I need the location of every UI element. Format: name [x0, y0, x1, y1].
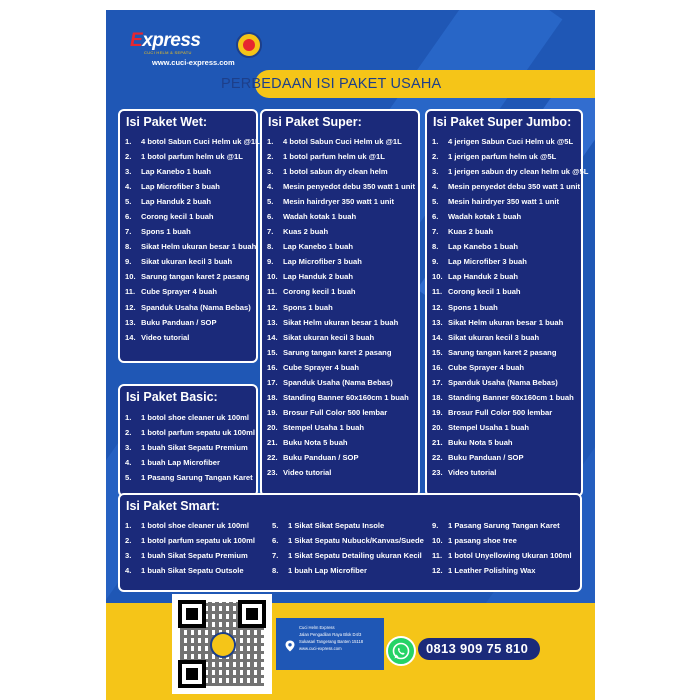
list-item-text: 1 Sikat Sikat Sepatu Insole	[288, 521, 385, 530]
package-super	[260, 109, 420, 497]
list-item-text: 4 jerigen Sabun Cuci Helm uk @5L	[448, 137, 574, 146]
list-item	[125, 149, 260, 164]
package-title: Isi Paket Smart:	[126, 499, 220, 513]
list-item-text: Lap Kanebo 1 buah	[283, 242, 354, 252]
list-item	[267, 375, 415, 390]
list-item-number: 9.	[432, 521, 439, 530]
list-item-text: 1 jerigen parfum helm uk @5L	[448, 152, 557, 162]
list-item-text: Buku Panduan / SOP	[448, 452, 524, 462]
list-item	[267, 465, 415, 480]
list-item-number: 5.	[267, 197, 274, 207]
list-item-text: 1 botol shoe cleaner uk 100ml	[141, 521, 250, 530]
list-item	[125, 179, 260, 194]
list-item-text: Sarung tangan karet 2 pasang	[283, 347, 392, 357]
list-item-number: 3.	[125, 443, 132, 453]
list-item-text: Kuas 2 buah	[283, 227, 329, 237]
list-item	[267, 300, 415, 315]
list-item-number: 4.	[125, 182, 132, 192]
list-item	[267, 284, 415, 299]
list-item-number: 1.	[432, 137, 439, 146]
list-item	[267, 164, 415, 179]
list-item-text: Sikat Helm ukuran besar 1 buah	[283, 317, 399, 327]
list-item-number: 14.	[432, 332, 443, 342]
list-item-number: 9.	[432, 257, 439, 267]
list-item-number: 4.	[432, 182, 439, 192]
list-item-number: 10.	[432, 536, 443, 546]
helmet-ball-icon	[236, 32, 262, 58]
list-item-number: 10.	[125, 272, 136, 282]
website-url: www.cuci-express.com	[152, 58, 235, 67]
list-item	[125, 134, 260, 149]
list-item-text: Mesin hairdryer 350 watt 1 unit	[283, 197, 394, 207]
list-item	[432, 134, 588, 149]
package-super-jumbo	[425, 109, 589, 497]
list-item-text: Lap Microfiber 3 buah	[448, 257, 527, 267]
list-item-number: 6.	[272, 536, 279, 546]
list-item-text: Brosur Full Color 500 lembar	[283, 407, 388, 417]
address-line: Cuci Helm Express	[299, 625, 335, 630]
list-item	[432, 330, 588, 345]
list-item-number: 12.	[267, 302, 278, 312]
list-item	[125, 470, 255, 485]
list-item	[432, 375, 588, 390]
package-item-list	[432, 518, 572, 578]
list-item-text: Standing Banner 60x160cm 1 buah	[448, 392, 574, 402]
list-item-text: Sarung tangan karet 2 pasang	[141, 272, 250, 282]
list-item-number: 11.	[125, 287, 136, 297]
list-item-text: Spons 1 buah	[141, 227, 191, 237]
address-block	[299, 624, 363, 652]
list-item	[432, 563, 572, 578]
list-item-number: 13.	[125, 317, 136, 327]
list-item	[267, 315, 415, 330]
list-item	[272, 548, 424, 563]
list-item-number: 23.	[432, 468, 443, 478]
list-item-text: Wadah kotak 1 buah	[283, 212, 357, 222]
list-item-text: Cube Sprayer 4 buah	[283, 362, 359, 372]
list-item-number: 17.	[267, 377, 278, 387]
list-item-number: 19.	[432, 407, 443, 417]
list-item-text: Spanduk Usaha (Nama Bebas)	[141, 302, 251, 312]
list-item-text: Lap Kanebo 1 buah	[141, 167, 212, 177]
phone-number[interactable]: 0813 909 75 810	[426, 641, 529, 656]
list-item-number: 11.	[267, 287, 278, 297]
package-title: Isi Paket Wet:	[126, 115, 208, 129]
list-item-text: Lap Microfiber 3 buah	[141, 182, 220, 192]
list-item-number: 16.	[267, 362, 278, 372]
list-item	[267, 239, 415, 254]
list-item-text: Corong kecil 1 buah	[448, 287, 521, 297]
list-item	[432, 465, 588, 480]
list-item-number: 12.	[432, 302, 443, 312]
package-item-list	[272, 518, 424, 578]
list-item	[432, 269, 588, 284]
list-item-number: 11.	[432, 287, 443, 297]
list-item-number: 19.	[267, 407, 278, 417]
list-item-number: 23.	[267, 468, 278, 478]
list-item	[267, 134, 415, 149]
list-item	[432, 450, 588, 465]
list-item-text: 1 buah Lap Microfiber	[288, 566, 367, 576]
list-item	[432, 194, 588, 209]
package-title: Isi Paket Super Jumbo:	[433, 115, 572, 129]
package-title: Isi Paket Super:	[268, 115, 362, 129]
list-item-text: 4 botol Sabun Cuci Helm uk @1L	[283, 137, 402, 146]
list-item	[125, 410, 255, 425]
list-item	[432, 518, 572, 533]
list-item	[125, 315, 260, 330]
list-item-text: Spons 1 buah	[283, 302, 333, 312]
list-item	[267, 209, 415, 224]
list-item-number: 15.	[267, 347, 278, 357]
list-item-text: Buku Nota 5 buah	[283, 437, 348, 447]
list-item	[272, 533, 424, 548]
address-line: Jalan Pengadilan Raya Blok D4/3	[299, 632, 362, 637]
list-item	[125, 300, 260, 315]
list-item-number: 2.	[267, 152, 274, 162]
list-item	[432, 360, 588, 375]
list-item	[125, 224, 260, 239]
list-item-text: Video tutorial	[141, 332, 190, 342]
list-item	[267, 194, 415, 209]
list-item-text: 1 jerigen sabun dry clean helm uk @5L	[448, 167, 589, 177]
list-item-number: 9.	[267, 257, 274, 267]
list-item-number: 3.	[267, 167, 274, 177]
logo-wordmark: Express	[130, 30, 201, 51]
list-item-text: Cube Sprayer 4 buah	[448, 362, 524, 372]
list-item-number: 2.	[432, 152, 439, 162]
list-item	[432, 405, 588, 420]
list-item-text: 1 botol Unyellowing Ukuran 100ml	[448, 551, 572, 561]
list-item-number: 3.	[432, 167, 439, 177]
list-item-number: 5.	[125, 473, 132, 483]
list-item-number: 1.	[125, 413, 132, 422]
list-item-number: 14.	[125, 332, 136, 342]
list-item-text: Stempel Usaha 1 buah	[283, 422, 365, 432]
list-item	[432, 254, 588, 269]
list-item-text: Spons 1 buah	[448, 302, 498, 312]
list-item-number: 12.	[125, 302, 136, 312]
qr-finder	[238, 600, 266, 628]
list-item-text: 1 pasang shoe tree	[448, 536, 517, 546]
list-item	[267, 390, 415, 405]
list-item-text: Cube Sprayer 4 buah	[141, 287, 217, 297]
qr-code[interactable]	[172, 594, 272, 694]
list-item-number: 16.	[432, 362, 443, 372]
list-item	[267, 224, 415, 239]
list-item-text: Wadah kotak 1 buah	[448, 212, 522, 222]
list-item-text: 1 buah Sikat Sepatu Outsole	[141, 566, 244, 576]
package-item-list	[267, 134, 415, 480]
list-item-number: 13.	[432, 317, 443, 327]
list-item	[267, 360, 415, 375]
list-item-text: 1 botol sabun dry clean helm	[283, 167, 388, 177]
list-item	[272, 563, 424, 578]
list-item	[125, 518, 255, 533]
list-item-number: 18.	[432, 392, 443, 402]
list-item	[432, 548, 572, 563]
list-item-number: 15.	[432, 347, 443, 357]
address-line: Sukasari Tangerang Banten 15118	[299, 639, 364, 644]
list-item	[267, 405, 415, 420]
list-item-number: 10.	[267, 272, 278, 282]
list-item	[432, 149, 588, 164]
list-item	[125, 239, 260, 254]
list-item-number: 20.	[432, 422, 443, 432]
list-item-text: 4 botol Sabun Cuci Helm uk @1L	[141, 137, 260, 146]
list-item	[125, 455, 255, 470]
list-item-number: 9.	[125, 257, 132, 267]
list-item	[125, 533, 255, 548]
list-item	[432, 435, 588, 450]
list-item-number: 3.	[125, 551, 132, 561]
list-item-number: 6.	[432, 212, 439, 222]
list-item-number: 2.	[125, 152, 132, 162]
list-item-number: 1.	[125, 521, 132, 530]
list-item	[125, 269, 260, 284]
list-item-text: 1 botol parfum helm uk @1L	[141, 152, 243, 162]
list-item-number: 14.	[267, 332, 278, 342]
list-item-number: 12.	[432, 566, 443, 576]
list-item	[125, 194, 260, 209]
qr-finder	[178, 660, 206, 688]
list-item-text: 1 Sikat Sepatu Detailing ukuran Kecil	[288, 551, 422, 561]
list-item-number: 5.	[125, 197, 132, 207]
list-item-text: Corong kecil 1 buah	[141, 212, 214, 222]
list-item	[432, 224, 588, 239]
list-item	[125, 563, 255, 578]
list-item-number: 21.	[432, 437, 443, 447]
list-item	[432, 315, 588, 330]
list-item	[432, 345, 588, 360]
list-item-text: Sikat Helm ukuran besar 1 buah	[141, 242, 257, 252]
location-pin-icon	[284, 640, 296, 652]
list-item	[432, 179, 588, 194]
list-item	[267, 254, 415, 269]
list-item-text: Sikat Helm ukuran besar 1 buah	[448, 317, 564, 327]
list-item-number: 22.	[432, 452, 443, 462]
list-item-text: Buku Panduan / SOP	[141, 317, 217, 327]
list-item-number: 7.	[272, 551, 279, 561]
list-item-text: Sikat ukuran kecil 3 buah	[448, 332, 540, 342]
package-item-list	[432, 134, 588, 480]
list-item-number: 17.	[432, 377, 443, 387]
list-item-text: Spanduk Usaha (Nama Bebas)	[448, 377, 558, 387]
list-item-number: 1.	[267, 137, 274, 146]
list-item	[125, 330, 260, 345]
list-item-text: Sarung tangan karet 2 pasang	[448, 347, 557, 357]
list-item	[267, 149, 415, 164]
list-item	[125, 425, 255, 440]
list-item-number: 2.	[125, 428, 132, 438]
list-item-text: 1 Pasang Sarung Tangan Karet	[448, 521, 560, 530]
whatsapp-phone-glyph	[388, 638, 414, 664]
list-item-number: 8.	[125, 242, 132, 252]
list-item-number: 10.	[432, 272, 443, 282]
list-item	[125, 254, 260, 269]
list-item-number: 6.	[125, 212, 132, 222]
list-item-number: 8.	[267, 242, 274, 252]
list-item-text: Lap Handuk 2 buah	[141, 197, 212, 207]
address-line: www.cuci-express.com	[299, 646, 342, 651]
list-item-text: Corong kecil 1 buah	[283, 287, 356, 297]
flyer	[106, 10, 595, 700]
list-item	[432, 390, 588, 405]
list-item-text: 1 Pasang Sarung Tangan Karet	[141, 473, 253, 483]
list-item-number: 7.	[267, 227, 274, 237]
package-smart	[118, 493, 582, 592]
list-item-text: Video tutorial	[283, 468, 332, 478]
list-item-text: 1 botol parfum sepatu uk 100ml	[141, 428, 255, 438]
list-item	[432, 300, 588, 315]
logo-tagline: CUCI HELM & SEPATU	[144, 50, 192, 55]
package-title: Isi Paket Basic:	[126, 390, 218, 404]
qr-finder	[178, 600, 206, 628]
list-item	[267, 179, 415, 194]
list-item-number: 2.	[125, 536, 132, 546]
list-item-number: 11.	[432, 551, 443, 561]
list-item	[125, 284, 260, 299]
list-item	[125, 440, 255, 455]
list-item-text: Lap Microfiber 3 buah	[283, 257, 362, 267]
list-item	[267, 330, 415, 345]
list-item	[267, 269, 415, 284]
list-item-text: Standing Banner 60x160cm 1 buah	[283, 392, 409, 402]
list-item-text: Sikat ukuran kecil 3 buah	[141, 257, 233, 267]
package-item-list	[125, 410, 255, 485]
package-item-list	[125, 518, 255, 578]
list-item-text: Video tutorial	[448, 468, 497, 478]
list-item-text: Mesin hairdryer 350 watt 1 unit	[448, 197, 559, 207]
list-item-number: 7.	[125, 227, 132, 237]
page-title: PERBEDAAN ISI PAKET USAHA	[221, 76, 442, 92]
list-item-number: 7.	[432, 227, 439, 237]
list-item-text: Buku Panduan / SOP	[283, 452, 359, 462]
list-item	[267, 435, 415, 450]
list-item-text: Kuas 2 buah	[448, 227, 494, 237]
list-item-text: Spanduk Usaha (Nama Bebas)	[283, 377, 393, 387]
package-basic	[118, 384, 258, 497]
list-item	[267, 420, 415, 435]
list-item	[432, 164, 588, 179]
list-item-text: 1 buah Sikat Sepatu Premium	[141, 443, 248, 453]
list-item-number: 3.	[125, 167, 132, 177]
list-item-number: 20.	[267, 422, 278, 432]
list-item-text: Lap Handuk 2 buah	[283, 272, 354, 282]
list-item-number: 1.	[125, 137, 132, 146]
list-item-text: 1 botol shoe cleaner uk 100ml	[141, 413, 250, 422]
list-item	[267, 450, 415, 465]
list-item-number: 5.	[272, 521, 279, 530]
list-item	[432, 284, 588, 299]
list-item-text: Stempel Usaha 1 buah	[448, 422, 530, 432]
list-item-text: Lap Kanebo 1 buah	[448, 242, 519, 252]
list-item-text: Sikat ukuran kecil 3 buah	[283, 332, 375, 342]
list-item-text: Brosur Full Color 500 lembar	[448, 407, 553, 417]
list-item	[432, 239, 588, 254]
list-item-text: Lap Handuk 2 buah	[448, 272, 519, 282]
list-item-number: 4.	[267, 182, 274, 192]
list-item	[267, 345, 415, 360]
list-item	[125, 164, 260, 179]
list-item-text: 1 buah Lap Microfiber	[141, 458, 220, 468]
whatsapp-icon[interactable]	[386, 636, 416, 666]
list-item-text: 1 botol parfum helm uk @1L	[283, 152, 385, 162]
list-item-number: 8.	[432, 242, 439, 252]
list-item	[432, 420, 588, 435]
list-item-text: Buku Nota 5 buah	[448, 437, 513, 447]
list-item-number: 8.	[272, 566, 279, 576]
qr-logo-icon	[210, 632, 236, 658]
list-item	[432, 533, 572, 548]
list-item	[125, 209, 260, 224]
brand-logo	[130, 28, 270, 62]
list-item-text: Mesin penyedot debu 350 watt 1 unit	[283, 182, 416, 192]
list-item-text: 1 Leather Polishing Wax	[448, 566, 536, 576]
list-item-number: 18.	[267, 392, 278, 402]
list-item-number: 5.	[432, 197, 439, 207]
list-item-text: 1 botol parfum sepatu uk 100ml	[141, 536, 255, 546]
package-wet	[118, 109, 258, 363]
list-item-number: 13.	[267, 317, 278, 327]
list-item-number: 22.	[267, 452, 278, 462]
list-item-number: 4.	[125, 566, 132, 576]
package-item-list	[125, 134, 260, 345]
list-item-text: Mesin penyedot debu 350 watt 1 unit	[448, 182, 581, 192]
list-item-number: 6.	[267, 212, 274, 222]
list-item	[272, 518, 424, 533]
list-item-text: 1 buah Sikat Sepatu Premium	[141, 551, 248, 561]
list-item-number: 4.	[125, 458, 132, 468]
list-item-number: 21.	[267, 437, 278, 447]
list-item	[432, 209, 588, 224]
list-item-text: 1 Sikat Sepatu Nubuck/Kanvas/Suede	[288, 536, 424, 546]
list-item	[125, 548, 255, 563]
